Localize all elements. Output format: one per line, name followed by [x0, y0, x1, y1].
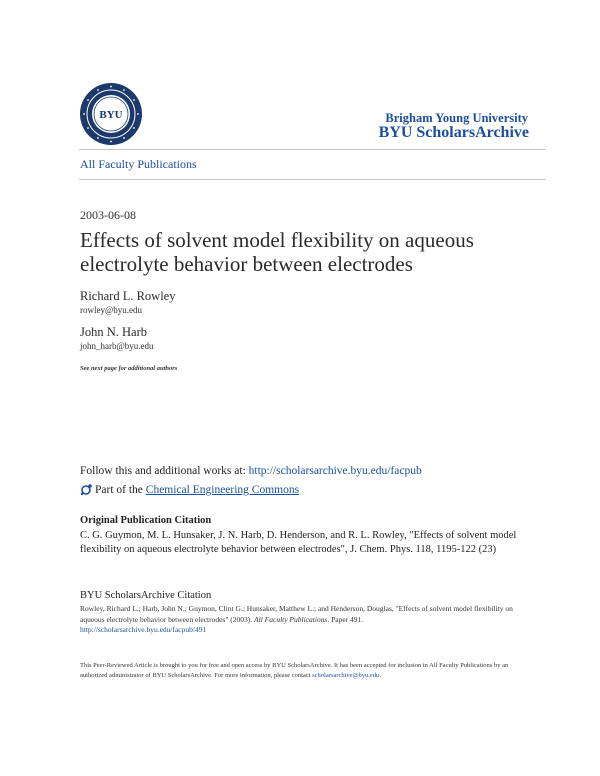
publication-date: 2003-06-08	[80, 208, 136, 222]
collection-link[interactable]: All Faculty Publications	[80, 157, 197, 171]
follow-line	[80, 465, 422, 477]
part-of-line	[80, 484, 299, 496]
archive-name[interactable]: BYU ScholarsArchive	[378, 124, 529, 141]
citation-series: All Faculty Publications	[254, 614, 328, 624]
citation-body: Rowley, Richard L.; Harb, John N.; Guymon, Clint G.; Hunsaker, Matthew L.; and Henderson, Douglas, "Effects of solvent model flexibility on aqueous electrolyte behavior between electrodes" (2003).	[80, 604, 513, 624]
author-email[interactable]: john_harb@byu.edu	[80, 341, 154, 351]
article-title: Effects of solvent model flexibility on aqueous electrolyte behavior between electrodes	[80, 228, 474, 276]
contact-email-link[interactable]: scholarsarchive@byu.edu	[312, 672, 380, 679]
archive-citation-text	[80, 604, 520, 636]
byu-seal-icon	[79, 82, 143, 146]
university-name[interactable]: Brigham Young University	[385, 111, 528, 125]
divider	[79, 179, 546, 180]
divider	[79, 149, 546, 150]
citation-paper: . Paper 491.	[327, 614, 364, 624]
archive-citation-heading: BYU ScholarsArchive Citation	[80, 590, 212, 601]
follow-label: Follow this and additional works at:	[80, 465, 246, 477]
author-name: John N. Harb	[80, 325, 148, 339]
author-email[interactable]: rowley@byu.edu	[80, 305, 143, 315]
seal-text: BYU	[99, 109, 123, 121]
commons-link[interactable]: Chemical Engineering Commons	[145, 484, 300, 496]
original-citation-text: C. G. Guymon, M. L. Hunsaker, J. N. Harb, D. Henderson, and R. L. Rowley, "Effects of solvent model flexibility on aqueous electrolyte behavior between electrodes", J. Chem. Phys. 118, 1195-122 (23)	[80, 530, 517, 555]
author-name: Richard L. Rowley	[80, 289, 176, 303]
see-next-page-note: See next page for additional authors	[80, 365, 178, 372]
access-text: This Peer-Reviewed Article is brought to you for free and open access by BYU ScholarsArchive. It has been accepted for inclusion in All Faculty Publications by an authorized administrator of BYU ScholarsArchive. For more information, please contact	[80, 662, 509, 679]
citation-url-link[interactable]: http://scholarsarchive.byu.edu/facpub/491	[80, 625, 207, 634]
part-of-label: Part of the	[95, 484, 143, 496]
follow-url-link[interactable]: http://scholarsarchive.byu.edu/facpub	[248, 465, 422, 477]
original-citation-heading: Original Publication Citation	[80, 515, 212, 526]
access-statement	[80, 661, 520, 681]
network-icon	[80, 484, 92, 496]
access-text-end: .	[379, 672, 381, 679]
